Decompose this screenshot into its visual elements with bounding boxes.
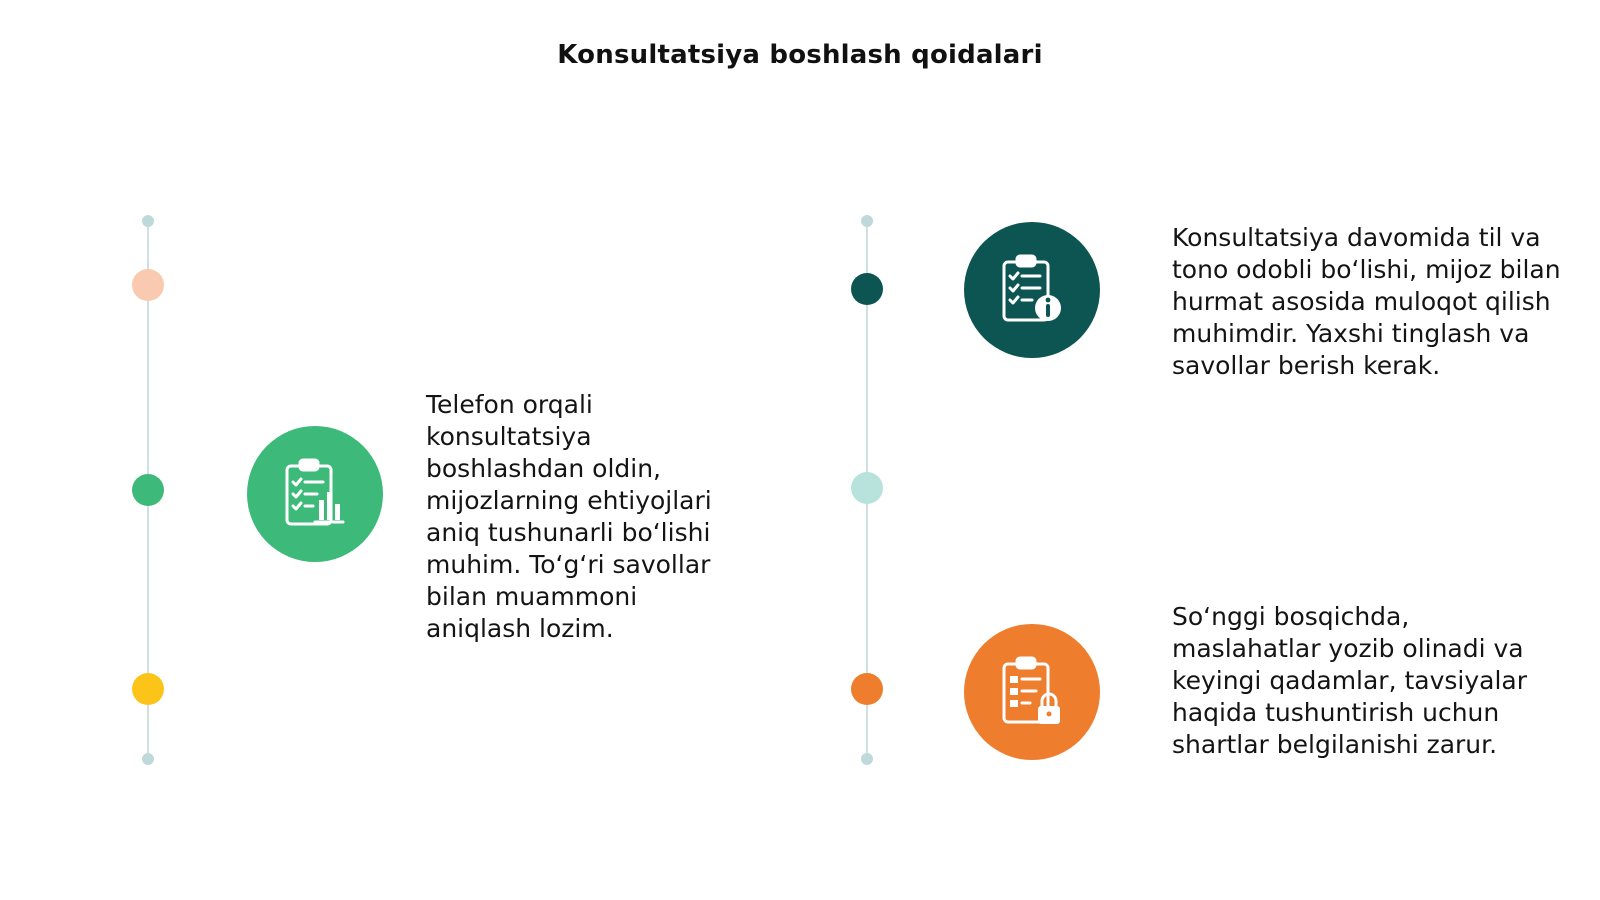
- timeline-node-peach: [132, 269, 164, 301]
- timeline-node-yellow: [132, 673, 164, 705]
- timeline-node-light-teal: [851, 472, 883, 504]
- timeline-right: [852, 212, 882, 768]
- step-1-description: Telefon orqali konsultatsiya boshlashdan oldin, mijozlarning ehtiyojlari aniq tushunarli bo‘lishi muhim. To‘g‘ri savollar bilan muammoni aniqlash lozim.: [426, 390, 712, 643]
- clipboard-info-icon: [990, 248, 1074, 332]
- step-2-description: Konsultatsiya davomida til va tono odobli bo‘lishi, mijoz bilan hurmat asosida muloqot qilish muhimdir. Yaxshi tinglash va savollar berish kerak.: [1172, 223, 1561, 380]
- timeline-node-orange: [851, 673, 883, 705]
- clipboard-chart-icon: [273, 452, 357, 536]
- page-title: Konsultatsiya boshlash qoidalari: [557, 40, 1043, 70]
- timeline-end-dot: [861, 215, 873, 227]
- step-2-icon-circle: [964, 222, 1100, 358]
- step-3-description: So‘nggi bosqichda, maslahatlar yozib olinadi va keyingi qadamlar, tavsiyalar haqida tushuntirish uchun shartlar belgilanishi zarur.: [1172, 602, 1528, 759]
- clipboard-lock-icon: [990, 650, 1074, 734]
- step-1-icon-circle: [247, 426, 383, 562]
- timeline-end-dot: [142, 753, 154, 765]
- timeline-node-green: [132, 474, 164, 506]
- step-3-icon-circle: [964, 624, 1100, 760]
- timeline-left: [133, 212, 163, 768]
- timeline-end-dot: [142, 215, 154, 227]
- timeline-end-dot: [861, 753, 873, 765]
- timeline-node-dark-teal: [851, 273, 883, 305]
